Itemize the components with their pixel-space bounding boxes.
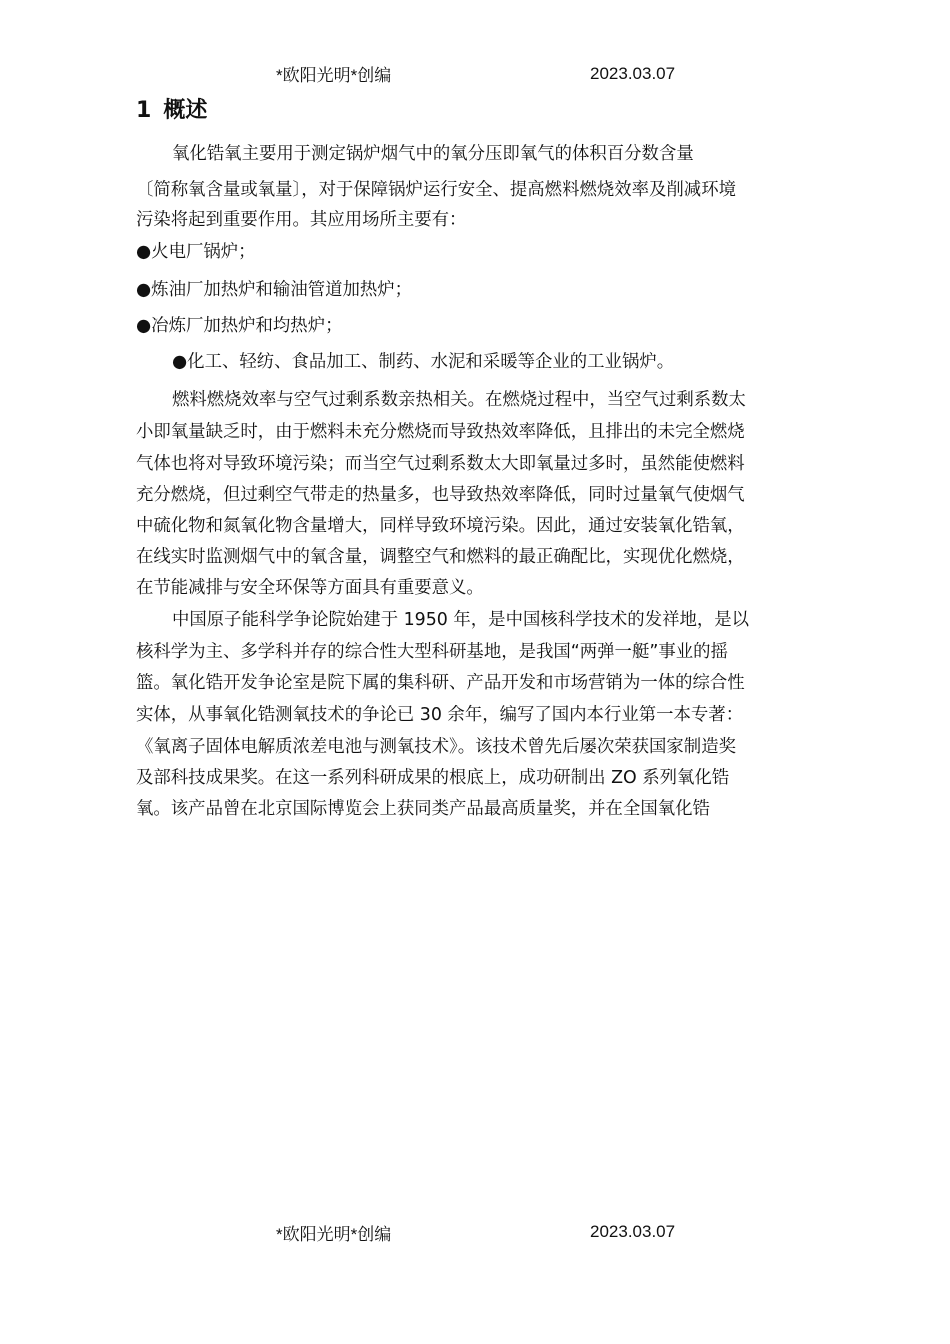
section-heading <box>136 96 207 126</box>
text-line: 燃料燃烧效率与空气过剩系数亲热相关。在燃烧过程中，当空气过剩系数太 <box>172 390 746 410</box>
text-line: 《氧离子固体电解质浓差电池与测氧技术》。该技术曾先后屡次荣获国家制造奖 <box>136 737 736 757</box>
text-line: 气体也将对导致环境污染；而当空气过剩系数太大即氧量过多时，虽然能使燃料 <box>136 454 745 474</box>
text-line: 污染将起到重要作用。其应用场所主要有： <box>136 210 467 230</box>
text-line: 中国原子能科学争论院始建于 1950 年，是中国核科学技术的发祥地，是以 <box>172 610 750 630</box>
text-line: 篮。氧化锆开发争论室是院下属的集科研、产品开发和市场营销为一体的综合性 <box>136 673 745 693</box>
text-line: 〔简称氧含量或氧量〕，对于保障锅炉运行安全、提高燃料燃烧效率及削减环境 <box>136 180 736 200</box>
footer-author: *欧阳光明*创编 <box>276 1225 392 1244</box>
text-line: 小即氧量缺乏时，由于燃料未充分燃烧而导致热效率降低，且排出的未完全燃烧 <box>136 422 745 442</box>
text-line: 及部科技成果奖。在这一系列科研成果的根底上，成功研制出 ZO 系列氧化锆 <box>136 768 730 788</box>
section-number: 1 <box>136 98 152 123</box>
text-line: 中硫化物和氮氧化物含量增大，同样导致环境污染。因此，通过安装氧化锆氧， <box>136 516 745 536</box>
footer-date: 2023.03.07 <box>590 1222 676 1241</box>
header-author: *欧阳光明*创编 <box>276 66 392 85</box>
list-item: ●化工、轻纺、食品加工、制药、水泥和采暖等企业的工业锅炉。 <box>172 352 675 372</box>
text-line: 核科学为主、多学科并存的综合性大型科研基地，是我国“两弹一艇”事业的摇 <box>136 642 728 662</box>
text-line: 充分燃烧，但过剩空气带走的热量多，也导致热效率降低，同时过量氧气使烟气 <box>136 485 745 505</box>
list-item: ●冶炼厂加热炉和均热炉； <box>136 316 343 336</box>
text-line: 氧化锆氧主要用于测定锅炉烟气中的氧分压即氧气的体积百分数含量 <box>172 144 694 164</box>
text-line: 在线实时监测烟气中的氧含量，调整空气和燃料的最正确配比，实现优化燃烧， <box>136 547 745 567</box>
header-date: 2023.03.07 <box>590 64 676 83</box>
text-line: 氧。该产品曾在北京国际博览会上获同类产品最高质量奖，并在全国氧化锆 <box>136 799 710 819</box>
text-line: 实体，从事氧化锆测氧技术的争论已 30 余年，编写了国内本行业第一本专著： <box>136 705 744 725</box>
list-item: ●火电厂锅炉； <box>136 242 256 262</box>
section-title: 概述 <box>163 98 208 123</box>
list-item: ●炼油厂加热炉和输油管道加热炉； <box>136 280 413 300</box>
text-line: 在节能减排与安全环保等方面具有重要意义。 <box>136 578 484 598</box>
